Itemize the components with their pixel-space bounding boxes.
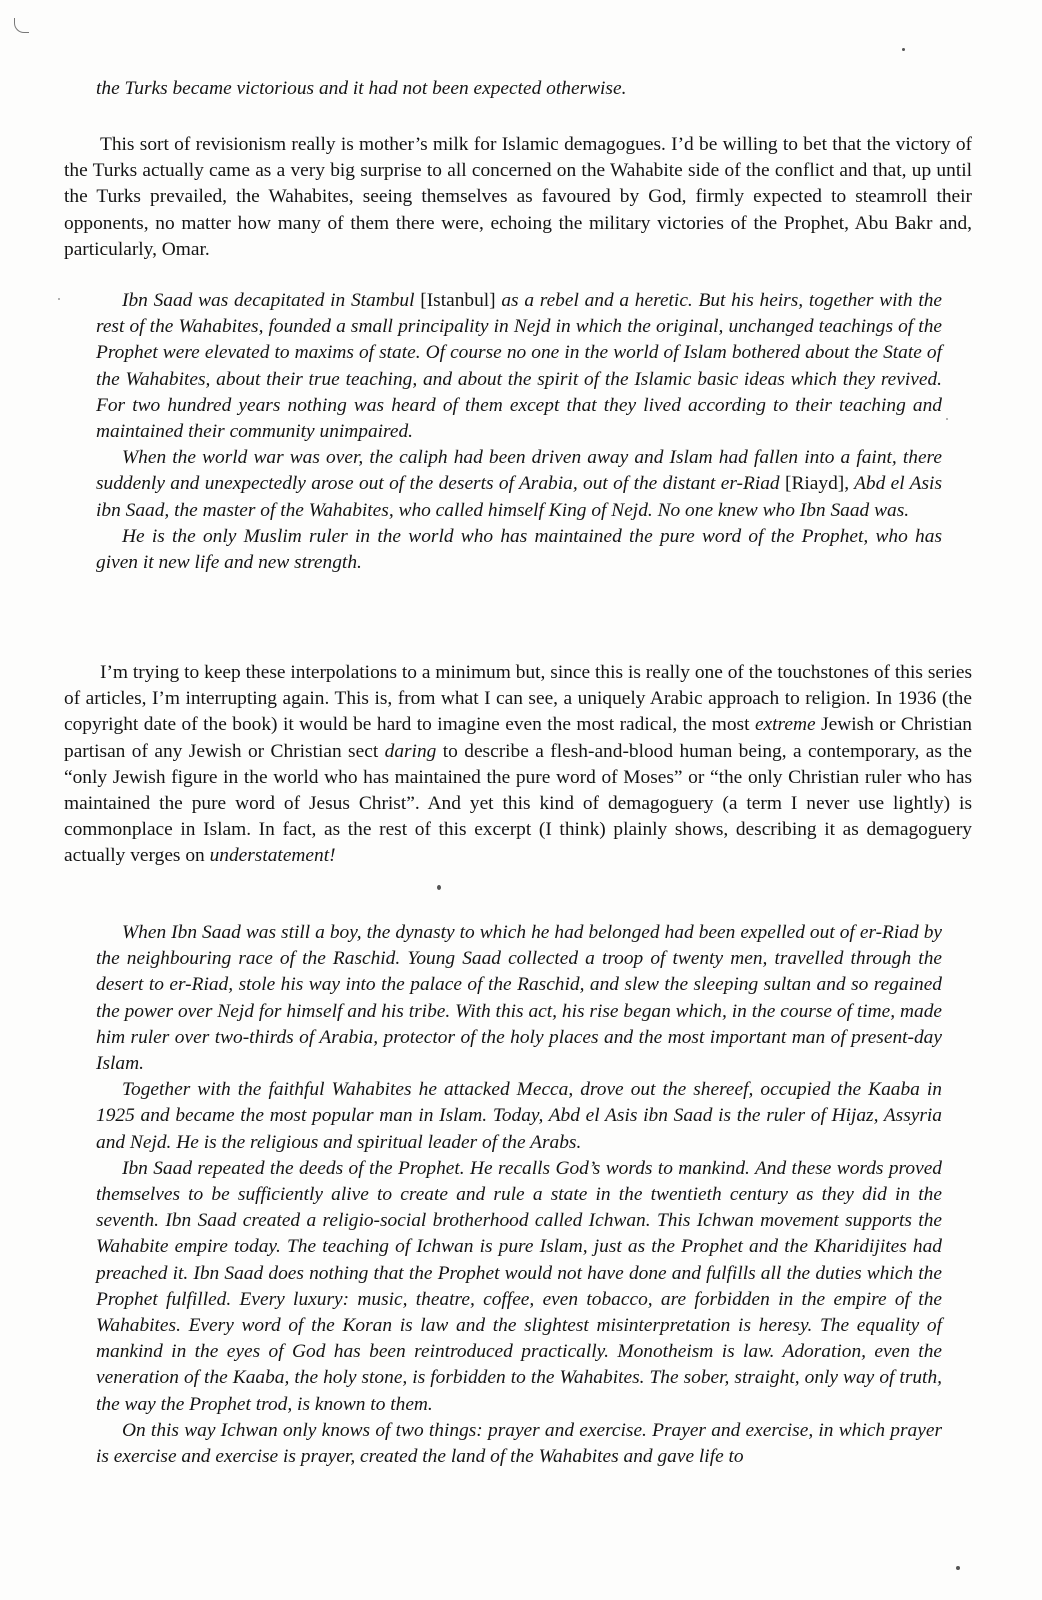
body-paragraph-1 bbox=[64, 132, 972, 263]
block-quote-1-para-2 bbox=[96, 445, 942, 524]
scan-speck bbox=[946, 418, 948, 420]
quote1-p1-a: Ibn Saad was decapitated in Stambul bbox=[122, 290, 421, 311]
opening-line-text: the Turks became victorious and it had not been expected otherwise. bbox=[96, 78, 627, 99]
scan-speck bbox=[437, 885, 441, 890]
block-quote-2 bbox=[96, 920, 942, 1470]
para2-d: daring bbox=[384, 740, 437, 762]
para2-c: Jewish or Christian partisan of any Jewish or Christian sect bbox=[64, 714, 973, 762]
body-paragraph-2-text bbox=[64, 660, 972, 870]
quote1-p1-c: as a rebel and a heretic. But his heirs, together with the rest of the Wahabites, founded a small principality in Nejd in which the original, unchanged teachings of the Prophet were elevated to maxims of state. Of course no one in the world of Islam bothered about the State of the Wahabites, about their true teaching, and about the spirit of the Islamic basic ideas which they revived. For two hundred years nothing was heard of them except that they lived according to their teaching and maintained their community unimpaired. bbox=[96, 290, 943, 443]
scan-speck bbox=[902, 48, 905, 51]
para2-b: extreme bbox=[754, 714, 816, 736]
block-quote-2-para-4: On this way Ichwan only knows of two things: prayer and exercise. Prayer and exercise, in which prayer is exercise and exercise is prayer, created the land of the Wahabites and gave life to bbox=[96, 1419, 942, 1468]
para2-f: understatement! bbox=[209, 845, 336, 867]
opening-line bbox=[96, 76, 942, 102]
block-quote-2-para-2: Together with the faithful Wahabites he attacked Mecca, drove out the shereef, occupied the Kaaba in 1925 and became the most popular man in Islam. Today, Abd el Asis ibn Saad is the ruler of Hijaz, Assyria and Nejd. He is the religious and spiritual leader of the Arabs. bbox=[96, 1079, 942, 1153]
scan-speck bbox=[956, 1566, 960, 1570]
body-paragraph-2 bbox=[64, 660, 972, 870]
para2-a: I’m trying to keep these interpolations to a minimum but, since this is really one of the touchstones of this series of articles, I’m interrupting again. This is, from what I can see, a uniquely Arabic approach to religion. In 1936 (the copyright date of the book) it would be hard to imagine even the most radical, the most bbox=[64, 662, 972, 736]
block-quote-1-para-3: He is the only Muslim ruler in the world who has maintained the pure word of the Prophet, who has given it new life and new strength. bbox=[96, 525, 942, 574]
quote1-p2-c: Abd el Asis ibn Saad, the master of the Wahabites, who called himself King of Nejd. No one knew who Ibn Saad was. bbox=[96, 473, 942, 521]
block-quote-1-para-1 bbox=[96, 288, 942, 445]
para2-e: to describe a flesh-and-blood human being, a contemporary, as the “only Jewish figure in the world who has maintained the pure word of Moses” or “the only Christian ruler who has maintained the pure word of Jesus Christ”. And yet this kind of demagoguery (a term I never use lightly) is commonplace in Islam. In fact, as the rest of this excerpt (I think) plainly shows, describing it as demagoguery actually verges on bbox=[64, 740, 972, 867]
quote1-p2-a: When the world war was over, the caliph had been driven away and Islam had fallen into a faint, there suddenly and unexpectedly arose out of the deserts of Arabia, out of the distant er-Riad bbox=[96, 447, 942, 495]
quote1-p1-b: [Istanbul] bbox=[420, 290, 496, 311]
scan-speck bbox=[58, 298, 60, 300]
body-paragraph-1-text: This sort of revisionism really is mother’s milk for Islamic demagogues. I’d be willing to bet that the victory of the Turks actually came as a very big surprise to all concerned on the Wahabite side of the conflict and that, up until the Turks prevailed, the Wahabites, seeing themselves as favoured by God, firmly expected to steamroll their opponents, no matter how many of them there were, echoing the military victories of the Prophet, Abu Bakr and, particularly, Omar. bbox=[64, 134, 972, 260]
block-quote-2-para-1: When Ibn Saad was still a boy, the dynasty to which he had belonged had been expelled out of er-Riad by the neighbouring race of the Raschid. Young Saad collected a troop of twenty men, travelled through the desert to er-Riad, stole his way into the palace of the Raschid, and slew the sleeping sultan and so regained the power over Nejd for himself and his tribe. With this act, his rise began which, in the course of time, made him ruler over two-thirds of Arabia, protector of the holy places and the most important man of present-day Islam. bbox=[96, 922, 942, 1075]
block-quote-1 bbox=[96, 288, 942, 576]
block-quote-2-para-3: Ibn Saad repeated the deeds of the Prophet. He recalls God’s words to mankind. And these words proved themselves to be sufficiently alive to create and rule a state in the twentieth century as they did in the seventh. Ibn Saad created a religio-social brotherhood called Ichwan. This Ichwan movement supports the Wahabite empire today. The teaching of Ichwan is pure Islam, just as the Prophet and the Kharidijites had preached it. Ibn Saad does nothing that the Prophet would not have done and fulfills all the duties which the Prophet fulfilled. Every luxury: music, theatre, coffee, even tobacco, are forbidden in the empire of the Wahabites. Every word of the Koran is law and the slightest misinterpretation is heresy. The equality of mankind in the eyes of God has been reintroduced practically. Monotheism is law. Adoration, even the veneration of the Kaaba, the holy stone, is forbidden to the Wahabites. The sober, straight, only way of truth, the way the Prophet trod, is known to them. bbox=[96, 1157, 942, 1415]
quote1-p2-b: [Riayd], bbox=[784, 473, 850, 495]
scan-corner-mark bbox=[14, 18, 29, 33]
